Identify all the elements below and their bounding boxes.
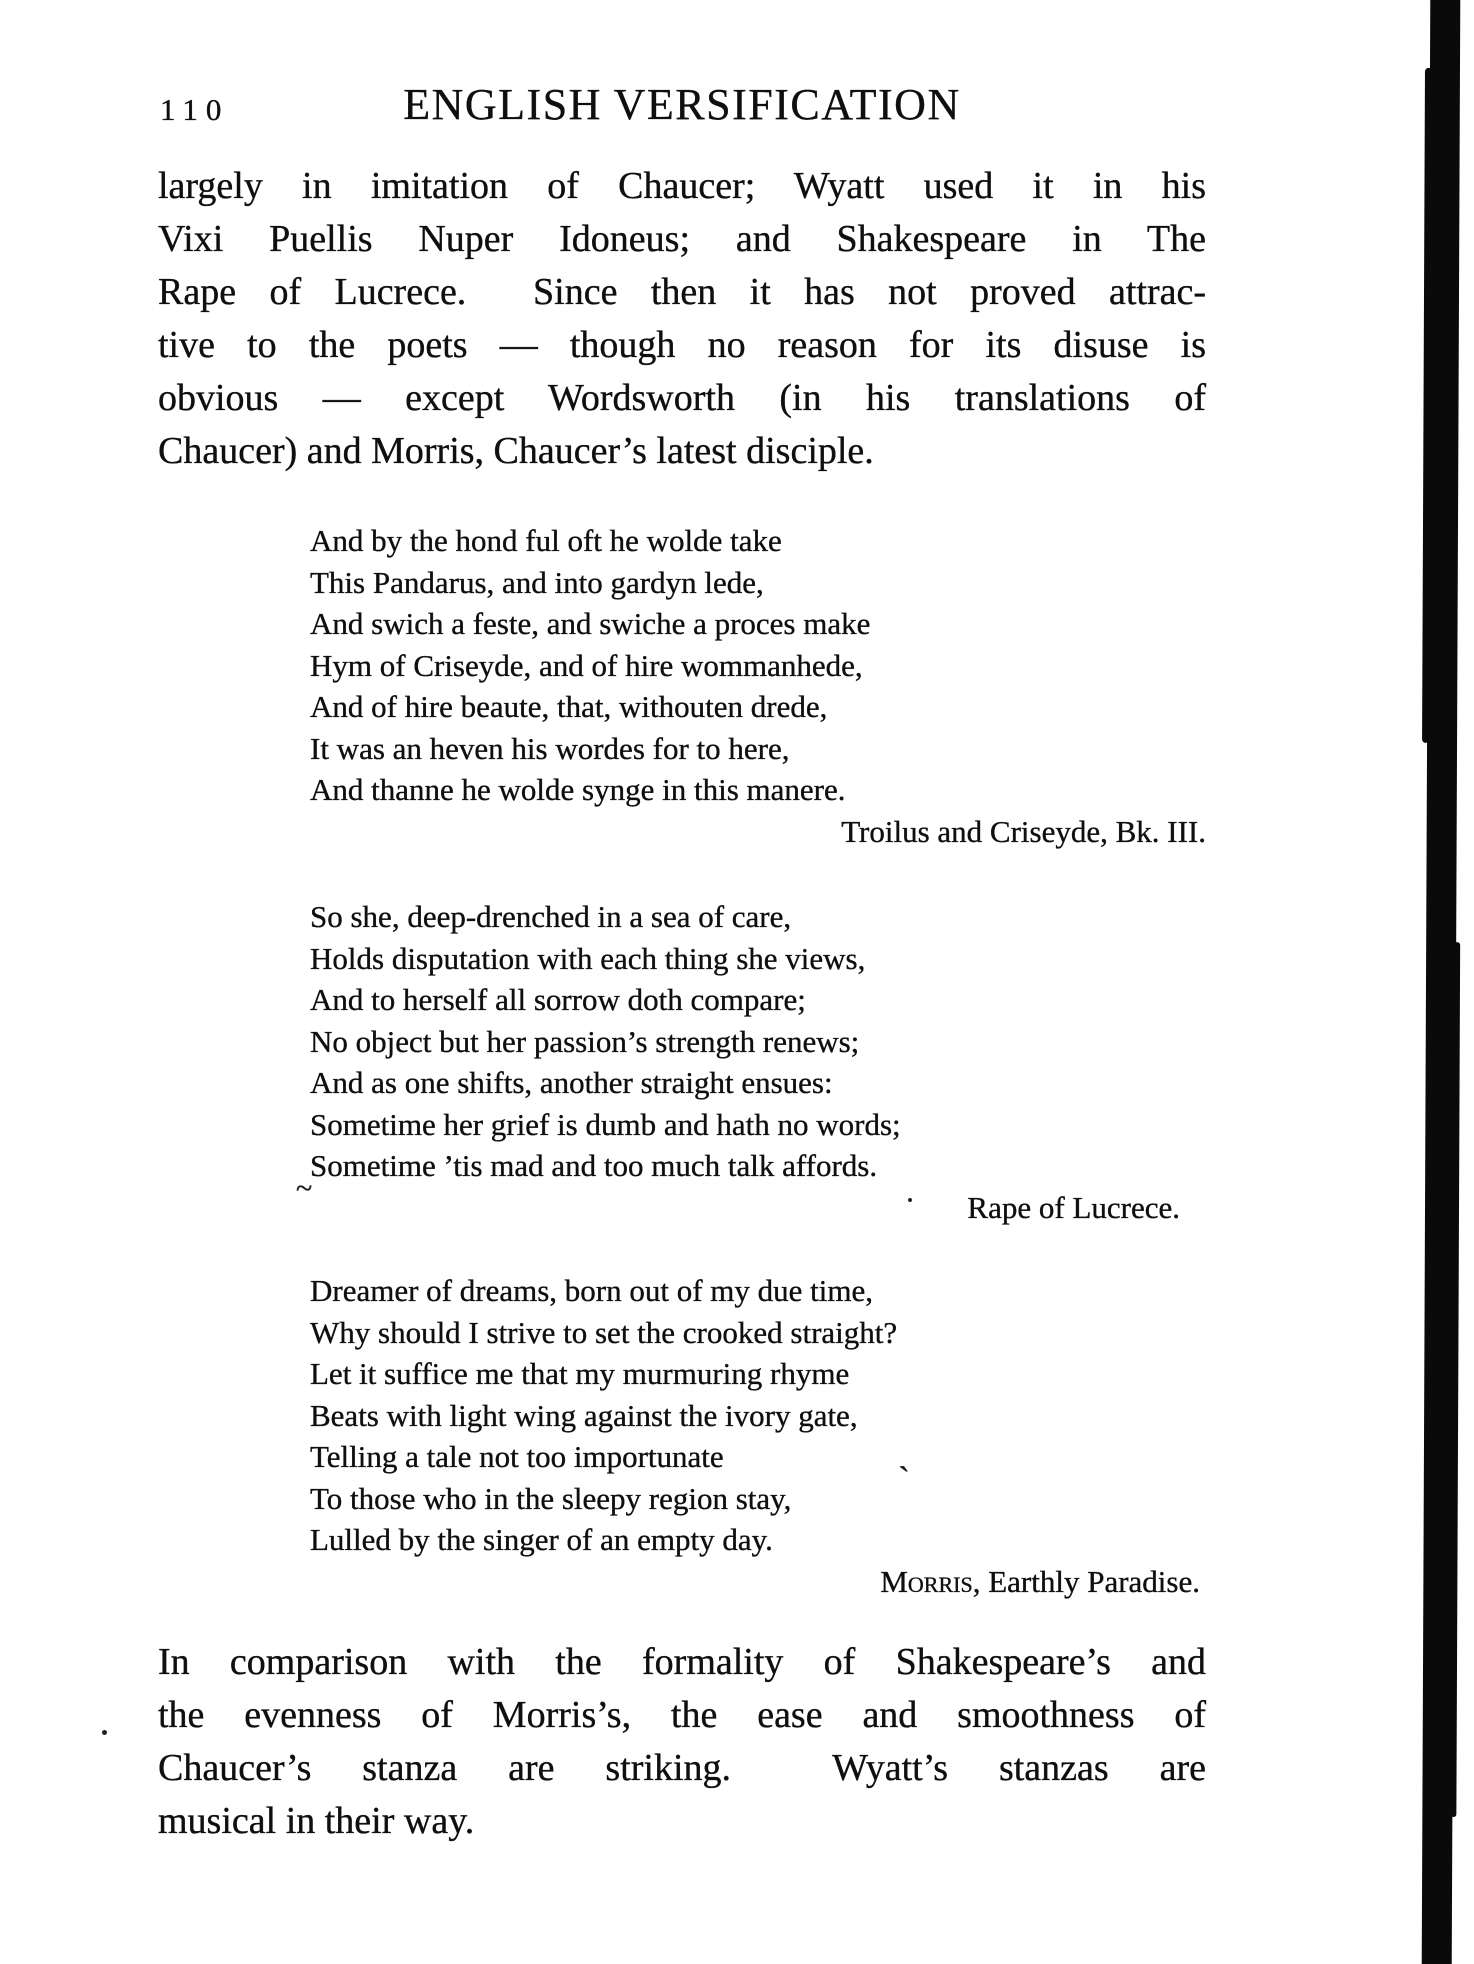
verse-line: To those who in the sleepy region stay, xyxy=(310,1480,792,1516)
attribution-text: Troilus and Criseyde, Bk. III. xyxy=(841,813,1206,849)
quote-attribution xyxy=(158,811,1206,853)
running-header-title: ENGLISH VERSIFICATION xyxy=(403,80,961,129)
verse-quote-troilus xyxy=(158,520,1206,852)
verse-line: And by the hond ful oft he wolde take xyxy=(310,523,782,558)
verse-line: Hym of Criseyde, and of hire wommanhede, xyxy=(310,647,863,683)
paragraph-line: Chaucer’s stanza are striking. Wyatt’s stanzas are xyxy=(158,1747,1206,1789)
quote-attribution xyxy=(158,1561,1206,1603)
intro-paragraph xyxy=(158,160,1206,478)
attribution-smallcaps: Morris xyxy=(880,1563,973,1599)
running-header xyxy=(158,80,1206,130)
scan-artifact-tilde: ~ xyxy=(296,1172,313,1205)
verse-line: And to herself all sorrow doth compare; xyxy=(310,982,806,1017)
verse-quote-lucrece xyxy=(158,896,1206,1228)
verse-line: And thanne he wolde synge in this manere. xyxy=(310,772,846,807)
verse-line: Sometime ’tis mad and too much talk affords. xyxy=(310,1148,878,1183)
paragraph-line: tive to the poets — though no reason for its disuse is xyxy=(158,324,1206,366)
scan-artifact-speck xyxy=(102,1730,107,1735)
paragraph-line: Vixi Puellis Nuper Idoneus; and Shakespeare in The xyxy=(158,218,1206,260)
paragraph-line: largely in imitation of Chaucer; Wyatt used it in his xyxy=(158,165,1206,207)
quote-attribution xyxy=(158,1187,1206,1229)
verse-line: And of hire beaute, that, withouten drede, xyxy=(310,689,828,724)
verse-line: It was an heven his wordes for to here, xyxy=(310,730,790,766)
verse-line: No object but her passion’s strength renews; xyxy=(310,1023,860,1059)
scan-artifact-accent: ` xyxy=(898,1459,910,1499)
page-number: 110 xyxy=(160,92,230,127)
scan-gutter-bar xyxy=(1422,0,1461,1964)
verse-quote-morris xyxy=(158,1270,1206,1602)
paragraph-line: the evenness of Morris’s, the ease and smoothness of xyxy=(158,1694,1206,1736)
paragraph-line: Rape of Lucrece. Since then it has not proved attrac- xyxy=(158,271,1206,313)
paragraph-line: Chaucer) and Morris, Chaucer’s latest disciple. xyxy=(158,430,874,472)
page-text-block xyxy=(158,80,1206,1848)
verse-line: Holds disputation with each thing she views, xyxy=(310,940,866,976)
verse-line: Dreamer of dreams, born out of my due time, xyxy=(310,1273,873,1308)
verse-line: Let it suffice me that my murmuring rhyme xyxy=(310,1356,850,1391)
verse-line: And as one shifts, another straight ensues: xyxy=(310,1065,833,1100)
closing-paragraph xyxy=(158,1636,1206,1848)
verse-line: Lulled by the singer of an empty day. xyxy=(310,1522,773,1557)
verse-line: Beats with light wing against the ivory gate, xyxy=(310,1397,858,1433)
scan-artifact-speck xyxy=(908,1198,912,1202)
attribution-text: , Earthly Paradise. xyxy=(972,1563,1200,1599)
verse-line: Telling a tale not too importunate xyxy=(310,1439,724,1474)
verse-line: Why should I strive to set the crooked straight? xyxy=(310,1314,898,1350)
paragraph-line: musical in their way. xyxy=(158,1800,475,1842)
verse-line: So she, deep-drenched in a sea of care, xyxy=(310,899,792,934)
verse-line: And swich a feste, and swiche a proces make xyxy=(310,606,871,641)
verse-line: This Pandarus, and into gardyn lede, xyxy=(310,564,764,600)
paragraph-line: obvious — except Wordsworth (in his translations of xyxy=(158,377,1206,419)
attribution-text: Rape of Lucrece. xyxy=(967,1189,1180,1225)
paragraph-line: In comparison with the formality of Shakespeare’s and xyxy=(158,1641,1206,1683)
verse-line: Sometime her grief is dumb and hath no words; xyxy=(310,1106,901,1142)
